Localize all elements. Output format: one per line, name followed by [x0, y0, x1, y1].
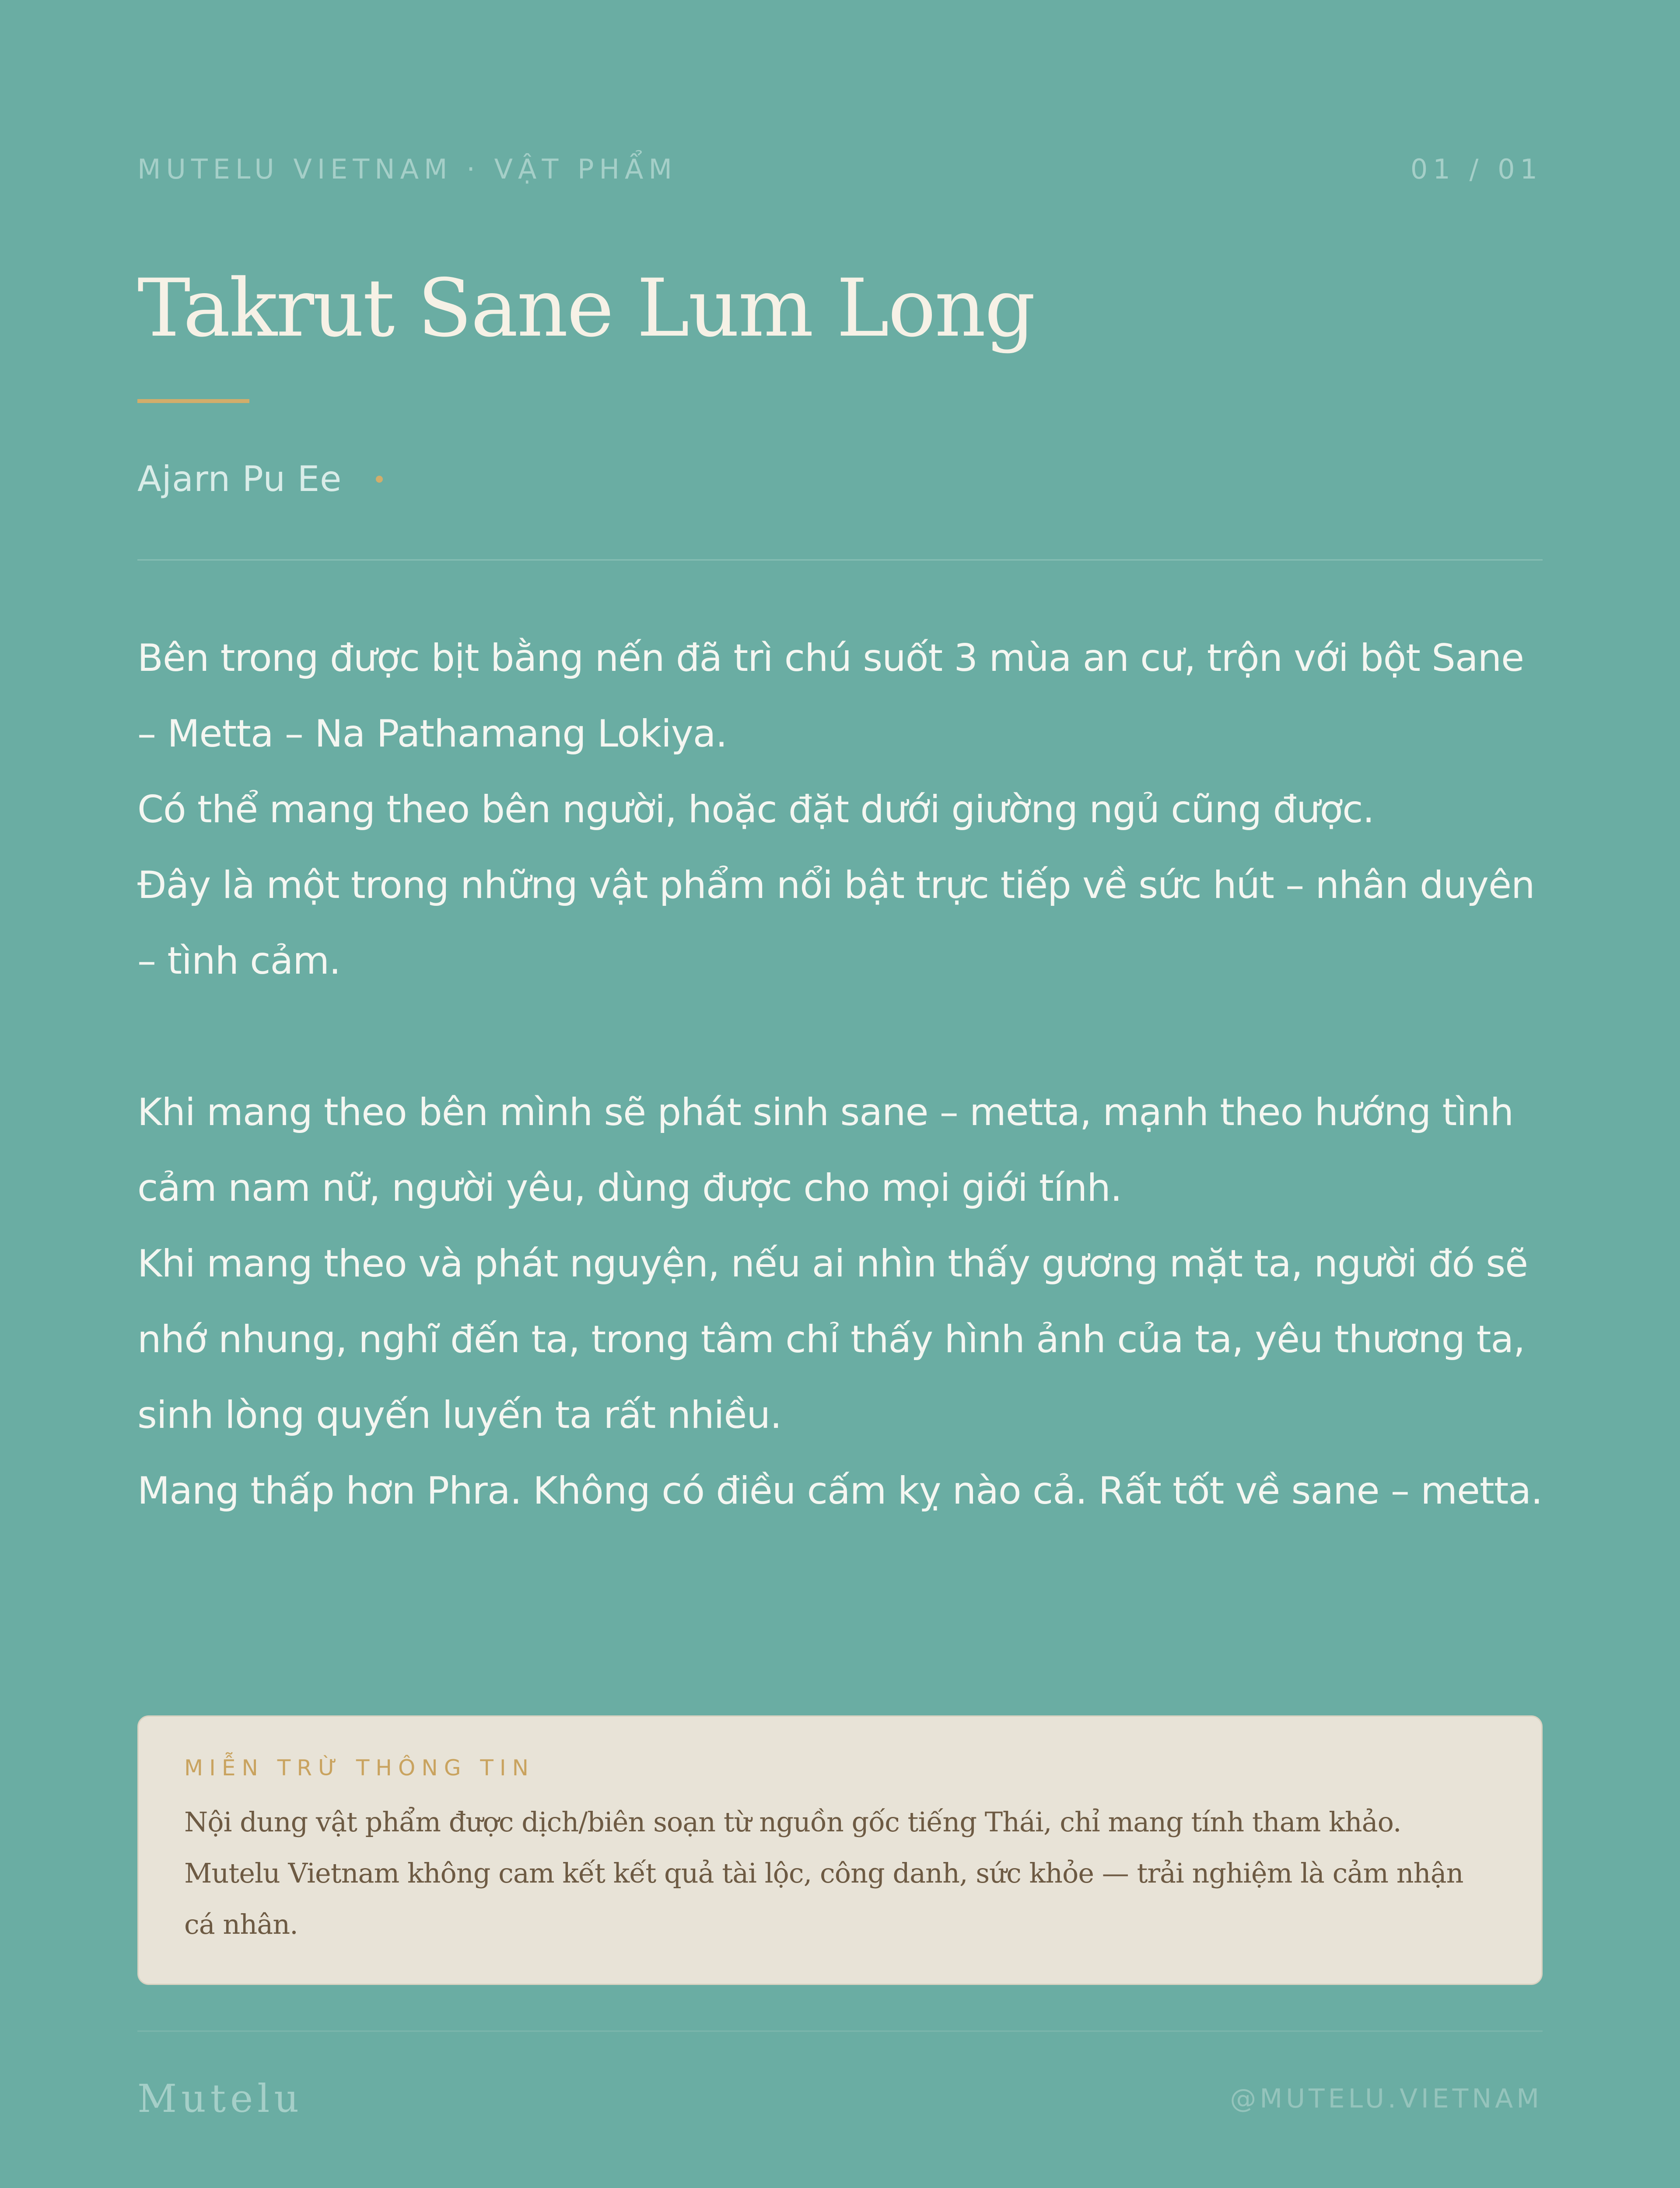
description-line: Mang thấp hơn Phra. Không có điều cấm kỵ nào cả. Rất tốt về sane – metta.	[137, 1469, 1543, 1513]
description-line: Khi mang theo bên mình sẽ phát sinh sane – metta, mạnh theo hướng tình cảm nam nữ, người yêu, dùng được cho mọi giới tính.	[137, 1090, 1514, 1210]
social-handle: @MUTELU.VIETNAM	[1230, 2083, 1543, 2114]
header-divider	[137, 559, 1543, 561]
description-line: Đây là một trong những vật phẩm nổi bật trực tiếp về sức hút – nhân duyên – tình cảm.	[137, 863, 1535, 983]
description-line: Khi mang theo và phát nguyện, nếu ai nhìn thấy gương mặt ta, người đó sẽ nhớ nhung, nghĩ đến ta, trong tâm chỉ thấy hình ảnh của ta, yêu thương ta, sinh lòng quyến luyến ta rất nhiều.	[137, 1242, 1528, 1437]
header-row	[137, 153, 1543, 185]
disclaimer-box	[137, 1715, 1543, 1985]
brand-logo: Mutelu	[137, 2076, 304, 2121]
author-row	[137, 459, 383, 499]
disclaimer-text: Nội dung vật phẩm được dịch/biên soạn từ nguồn gốc tiếng Thái, chỉ mang tính tham khảo. Mutelu Vietnam không cam kết kết quả tài lộc, công danh, sức khỏe — trải nghiệm là cảm nhận cá nhân.	[184, 1806, 1463, 1940]
footer-divider	[137, 2030, 1543, 2032]
title-accent-line	[137, 399, 249, 403]
disclaimer-heading: MIỄN TRỪ THÔNG TIN	[184, 1755, 535, 1781]
category-label: MUTELU VIETNAM · VẬT PHẨM	[137, 153, 677, 185]
description-line: Có thể mang theo bên người, hoặc đặt dưới giường ngủ cũng được.	[137, 788, 1374, 831]
footer-row	[137, 2076, 1543, 2121]
page-counter: 01 / 01	[1410, 153, 1543, 185]
author-dot-icon	[376, 476, 383, 483]
paragraph-gap	[137, 999, 1543, 1075]
description-line: Bên trong được bịt bằng nến đã trì chú suốt 3 mùa an cư, trộn với bột Sane – Metta – Na Pathamang Lokiya.	[137, 636, 1524, 756]
product-description	[137, 621, 1543, 1529]
product-title: Takrut Sane Lum Long	[137, 262, 1034, 354]
author-name: Ajarn Pu Ee	[137, 459, 342, 499]
